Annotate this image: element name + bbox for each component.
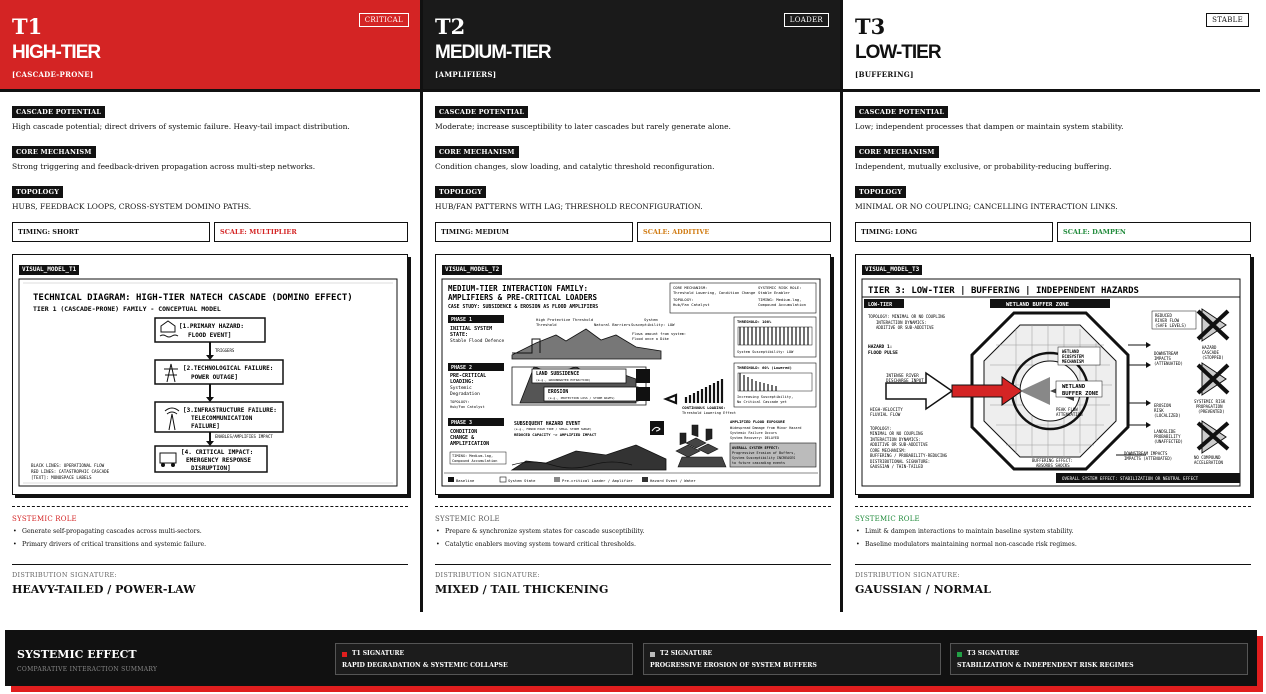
overall-effect: OVERALL SYSTEM EFFECT: STABILIZATION OR NEUTRAL EFFECT: [1062, 476, 1199, 481]
label-topo: TOPOLOGY:: [450, 400, 470, 404]
phase-2-l2: LOADING:: [450, 379, 475, 385]
step-4-line2: EMERGENCY RESPONSE: [186, 457, 252, 464]
tier-column-t1: [0, 0, 420, 612]
diagram-subtitle: TIER 1 (CASCADE-PRONE) FAMILY - CONCEPTUAL MODEL: [33, 305, 221, 313]
step-3-line2: TELECOMMUNICATION: [191, 415, 253, 422]
label-inc: Increasing Susceptibility,: [737, 395, 794, 399]
legend-hazard: Hazard Event / Water: [650, 478, 696, 483]
c-absorb: ABSORBS SHOCKS: [1036, 463, 1070, 468]
case-study: CASE STUDY: SUBSIDENCE & EROSION AS FLOOD AMPLIFIERS: [448, 305, 599, 310]
topology-label: TOPOLOGY: [435, 186, 486, 198]
mechanism-text: Strong triggering and feedback-driven propagation across multi-step networks.: [12, 162, 316, 171]
low-tier-tag: LOW-TIER: [868, 302, 893, 308]
signature-label: T3 SIGNATURE: [967, 650, 1020, 657]
phase-3-tag: PHASE 3: [451, 420, 473, 426]
t2-amplifier-diagram: [436, 255, 829, 493]
divider: [435, 506, 831, 507]
phase-2-l1: PRE-CRITICAL: [450, 373, 487, 379]
status-badge: LOADER: [784, 13, 829, 27]
label-ose2: Progressive Erosion of Buffers,: [732, 451, 796, 455]
cascade-text: Low; independent processes that dampen or maintain system stability.: [855, 122, 1124, 131]
divider: [12, 506, 408, 507]
label-thr: Threshold: [536, 322, 557, 327]
visual-model-tag: VISUAL_MODEL_T3: [862, 265, 922, 275]
role-item: • Primary drivers of critical transitions and systemic failure.: [12, 541, 407, 549]
step-2-line1: [2.TECHNOLOGICAL FAILURE:: [183, 365, 274, 372]
arrow-label-3: ENABLES/AMPLIFIES IMPACT: [215, 434, 273, 439]
divider: [435, 564, 831, 565]
t3-buffer-diagram: [856, 255, 1249, 493]
signature-marker: [342, 652, 347, 657]
l-velocity2: FLUVIAL FLOW: [870, 412, 901, 417]
legend-baseline: Baseline: [456, 478, 475, 483]
label-rc: REDUCED CAPACITY -> AMPLIFIED IMPACT: [514, 432, 597, 437]
l-dyn-b2: ADDITIVE OR SUB-ADDITIVE: [870, 442, 928, 447]
footer-title: SYSTEMIC EFFECT: [17, 648, 137, 661]
wave-icon: [650, 421, 664, 435]
label-hpt: High Protective Threshold: [536, 317, 594, 322]
tier-subtitle: [BUFFERING]: [855, 70, 914, 79]
status-badge: STABLE: [1206, 13, 1249, 27]
role-item: • Prepare & synchronize system states for cascade susceptibility.: [435, 528, 830, 536]
mechanism-label: CORE MECHANISM: [435, 146, 519, 158]
r-erosion: EROSION: [1154, 403, 1171, 408]
phase-1-l2: STATE:: [450, 332, 469, 338]
tier-id: T1: [12, 14, 43, 39]
diagram-title-2: AMPLIFIERS & PRE-CRITICAL LOADERS: [448, 293, 598, 302]
cascade-text: Moderate; increase susceptibility to later cascades but rarely generate alone.: [435, 122, 731, 131]
metrics-row: [855, 222, 1251, 242]
info-topo: TOPOLOGY:: [673, 297, 694, 302]
phase-3-l3: AMPLIFICATION: [450, 441, 490, 447]
tier-name: HIGH-TIER: [12, 42, 101, 63]
r-local: (LOCALIZED): [1154, 413, 1181, 418]
t1-cascade-diagram: [13, 255, 406, 493]
l-core: CORE MECHANISM:: [870, 448, 907, 453]
systemic-effect-footer: [5, 630, 1257, 686]
label-afe2: Widespread Damage from Minor Hazard: [730, 426, 802, 430]
l-intense: INTENSE RIVER: [886, 373, 919, 378]
role-item: • Baseline modulators maintaining normal non-cascade risk regimes.: [855, 541, 1250, 549]
tier-subtitle: [CASCADE-PRONE]: [12, 70, 94, 79]
signature-value: PROGRESSIVE EROSION OF SYSTEM BUFFERS: [650, 662, 817, 669]
l-hazard2: FLOOD PULSE: [868, 351, 898, 356]
c-zone: BUFFER ZONE: [1062, 391, 1099, 397]
info-timing: TIMING: Medium-lag,: [758, 297, 802, 302]
r-down2: DOWNSTREAM IMPACTS: [1124, 451, 1168, 456]
diagram-title-1: MEDIUM-TIER INTERACTION FAMILY:: [448, 284, 588, 293]
c-wetland: WETLAND: [1062, 349, 1079, 354]
l-topo-b2: MINIMAL OR NO COUPLING: [870, 431, 923, 436]
r-river: RIVER FLOW: [1155, 318, 1180, 323]
cascade-label: CASCADE POTENTIAL: [12, 106, 105, 118]
label-cl: CONTINUOUS LOADING:: [682, 405, 726, 410]
topology-text: HUBS, FEEDBACK LOOPS, CROSS-SYSTEM DOMINO PATHS.: [12, 202, 252, 211]
label-ose3: System Susceptibility INCREASES: [732, 456, 796, 460]
scale-metric: SCALE: MULTIPLIER: [214, 222, 408, 242]
legend-black: BLACK LINES: OPERATIONAL FLOW: [31, 463, 105, 468]
tier-subtitle: [AMPLIFIERS]: [435, 70, 497, 79]
topology-text: HUB/FAN PATTERNS WITH LAG; THRESHOLD RECONFIGURATION.: [435, 202, 703, 211]
l-dist2: GAUSSIAN / THIN-TAILED: [870, 464, 923, 469]
label-she2: (e.g., MINOR HIGH TIDE / SMALL STORM SURGE): [514, 427, 592, 431]
r-unaff: (UNAFFECTED): [1154, 439, 1183, 444]
threshold-bars-full: [738, 327, 812, 345]
info-cm-val: Threshold Lowering, Condition Change: [673, 290, 756, 295]
role-label: SYSTEMIC ROLE: [855, 515, 920, 523]
f-prop: PROPAGATION: [1196, 404, 1223, 409]
phase-2-l4: Degradation: [450, 392, 480, 397]
f-accel: ACCELERATION: [1194, 460, 1223, 465]
visual-model-tag: VISUAL_MODEL_T2: [442, 265, 502, 275]
mechanism-text: Condition changes, slow loading, and catalytic threshold reconfiguration.: [435, 162, 715, 171]
l-intense2: DISCHARGE INPUT: [886, 378, 924, 383]
distribution-value: MIXED / TAIL THICKENING: [435, 583, 609, 596]
tier-name: MEDIUM-TIER: [435, 42, 551, 63]
signature-label: T2 SIGNATURE: [660, 650, 713, 657]
label-sys: System: [644, 317, 658, 322]
mechanism-text: Independent, mutually exclusive, or probability-reducing buffering.: [855, 162, 1112, 171]
phase-1-l3: Stable Flood Defence: [450, 339, 505, 344]
phase-1-tag: PHASE 1: [451, 317, 473, 323]
l-dyn-b: INTERACTION DYNAMICS:: [870, 437, 921, 442]
loading-bars: [666, 379, 722, 403]
tier-column-t2: [420, 0, 840, 612]
role-item: • Generate self-propagating cascades across multi-sectors.: [12, 528, 407, 536]
f-sysrisk: SYSTEMIC RISK: [1194, 399, 1226, 404]
r-down: DOWNSTREAM: [1154, 351, 1179, 356]
tier-header-t2: [423, 0, 840, 92]
role-label: SYSTEMIC ROLE: [435, 515, 500, 523]
f-stopped: (STOPPED): [1202, 355, 1224, 360]
label-susc: Susceptibility: LOW: [631, 322, 675, 327]
tier-header-t3: [843, 0, 1260, 92]
topology-text: MINIMAL OR NO COUPLING; CANCELLING INTERACTION LINKS.: [855, 202, 1118, 211]
phase-2-tag: PHASE 2: [451, 365, 473, 371]
tier-id: T2: [435, 14, 466, 39]
role-item: • Limit & dampen interactions to maintain baseline system stability.: [855, 528, 1250, 536]
info-timing-val: Compound Accumulation: [758, 302, 807, 307]
phase-3-l2: CHANGE &: [450, 435, 475, 441]
diagram-title: TIER 3: LOW-TIER | BUFFERING | INDEPENDENT HAZARDS: [868, 286, 1139, 296]
scale-metric: SCALE: ADDITIVE: [637, 222, 831, 242]
divider: [855, 506, 1251, 507]
c-mech: MECHANISM: [1062, 359, 1084, 364]
visual-model-panel: [855, 254, 1251, 495]
step-3-line3: FAILURE]: [191, 423, 220, 430]
label-afe4: System Recovery: DELAYED: [730, 436, 779, 440]
label-thr60: THRESHOLD: 60% (Lowered): [737, 365, 792, 370]
tier-id: T3: [855, 14, 886, 39]
label-flow2: Flood once a Dike: [632, 337, 669, 341]
r-impacts: IMPACTS: [1154, 356, 1171, 361]
distribution-value: HEAVY-TAILED / POWER-LAW: [12, 583, 196, 596]
label-timing2: Compound Accumulation: [452, 459, 498, 463]
signature-box-t3: [950, 643, 1248, 675]
legend-state: System State: [508, 478, 536, 483]
phase-3-l1: CONDITION: [450, 429, 478, 435]
l-dist: DISTRIBUTIONAL SIGNATURE:: [870, 459, 931, 464]
divider: [12, 564, 408, 565]
label-er: EROSION: [548, 390, 569, 395]
c-peak: PEAK FLOW: [1056, 407, 1078, 412]
l-hazard: HAZARD 1:: [868, 345, 893, 350]
r-landslide: LANDSLIDE: [1154, 429, 1176, 434]
legend-red: RED LINES: CATASTROPHIC CASCADE: [31, 469, 110, 474]
signature-value: STABILIZATION & INDEPENDENT RISK REGIMES: [957, 662, 1134, 669]
f-hazard: HAZARD: [1202, 345, 1217, 350]
signature-box-t1: [335, 643, 633, 675]
step-2-line2: POWER OUTAGE]: [191, 374, 238, 381]
label-topo2: Hub/Fan Catalyst: [450, 405, 485, 409]
r-safe: (SAFE LEVELS): [1155, 323, 1187, 328]
metrics-row: [12, 222, 408, 242]
legend-loader: Pre-critical Loader / Amplifier: [562, 478, 633, 483]
topology-label: TOPOLOGY: [855, 186, 906, 198]
diagram-title: TECHNICAL DIAGRAM: HIGH-TIER NATECH CASCADE (DOMINO EFFECT): [33, 293, 353, 303]
distribution-label: DISTRIBUTION SIGNATURE:: [855, 571, 961, 579]
r-impacts2: IMPACTS (ATTENUATED): [1124, 456, 1173, 461]
label-ssl: System Susceptibility: LOW: [737, 350, 794, 354]
l-dyn2: ADDITIVE OR SUB-ADDITIVE: [876, 325, 934, 330]
role-label: SYSTEMIC ROLE: [12, 515, 77, 523]
visual-model-panel: [12, 254, 408, 495]
c-eco: ECOSYSTEM: [1062, 354, 1084, 359]
r-prob: PROBABILITY: [1154, 434, 1181, 439]
l-dyn: INTERACTION DYNAMICS:: [876, 320, 927, 325]
zone-tag: WETLAND BUFFER ZONE: [1006, 302, 1069, 308]
signature-marker: [957, 652, 962, 657]
threshold-bars-lowered: [738, 373, 812, 391]
metrics-row: [435, 222, 831, 242]
cascade-label: CASCADE POTENTIAL: [435, 106, 528, 118]
step-1-line2: FLOOD EVENT]: [188, 332, 232, 339]
label-ls2: (e.g., GROUNDWATER EXTRACTION): [536, 378, 591, 382]
phase-2-l3: Systemic: [450, 386, 472, 391]
signature-label: T1 SIGNATURE: [352, 650, 405, 657]
label-ls: LAND SUBSIDENCE: [536, 372, 580, 377]
label-nb: Natural Barriers: [594, 322, 631, 327]
c-wetland-b: WETLAND: [1062, 384, 1086, 390]
label-flow: Flows amount from system:: [632, 332, 687, 336]
label-er2: (e.g., PROTECTION LOSS / STORM WAVES): [548, 396, 615, 400]
f-nocomp: NO COMPOUND: [1194, 455, 1221, 460]
scale-metric: SCALE: DAMPEN: [1057, 222, 1251, 242]
visual-model-panel: [435, 254, 831, 495]
l-velocity: HIGH-VELOCITY: [870, 407, 903, 412]
step-3-line1: [3.INFRASTRUCTURE FAILURE:: [183, 407, 277, 414]
label-ose4: to future cascading events: [732, 461, 786, 465]
cascade-label: CASCADE POTENTIAL: [855, 106, 948, 118]
tier-column-t3: [840, 0, 1260, 612]
step-1-line1: [1.PRIMARY HAZARD:: [179, 323, 245, 330]
f-prev: (PREVENTED): [1198, 409, 1225, 414]
label-inc2: No Critical Cascade yet: [737, 400, 787, 404]
status-badge: CRITICAL: [359, 13, 409, 27]
distribution-label: DISTRIBUTION SIGNATURE:: [435, 571, 541, 579]
arrow-label-1: TRIGGERS: [215, 348, 235, 353]
signature-value: RAPID DEGRADATION & SYSTEMIC COLLAPSE: [342, 662, 508, 669]
phase-1-l1: INITIAL SYSTEM: [450, 326, 493, 332]
label-afe: AMPLIFIED FLOOD EXPOSURE: [730, 419, 785, 424]
cascade-text: High cascade potential; direct drivers of systemic failure. Heavy-tail impact distribution.: [12, 122, 350, 131]
label-ose: OVERALL SYSTEM EFFECT:: [732, 446, 780, 450]
info-topo-val: Hub/Fan Catalyst: [673, 302, 710, 307]
distribution-label: DISTRIBUTION SIGNATURE:: [12, 571, 118, 579]
c-atten: ATTENUATION: [1056, 412, 1083, 417]
info-cm: CORE MECHANISM:: [673, 285, 708, 290]
distribution-value: GAUSSIAN / NORMAL: [855, 583, 991, 596]
mechanism-label: CORE MECHANISM: [855, 146, 939, 158]
label-thr100: THRESHOLD: 100%: [737, 319, 772, 324]
r-reduced: REDUCED: [1155, 313, 1172, 318]
l-core2: BUFFERING / PROBABILITY-REDUCING: [870, 453, 948, 458]
f-cascade: CASCADE: [1202, 350, 1219, 355]
c-buffer: BUFFERING EFFECT:: [1032, 458, 1073, 463]
footer-subtitle: COMPARATIVE INTERACTION SUMMARY: [17, 666, 158, 673]
cross-icons: [1198, 309, 1228, 453]
mechanism-label: CORE MECHANISM: [12, 146, 96, 158]
role-item: • Catalytic enablers moving system toward critical thresholds.: [435, 541, 830, 549]
terrain-phase-3: [512, 445, 666, 470]
label-timing: TIMING: Medium-lag,: [452, 454, 494, 458]
step-4-line1: [4. CRITICAL IMPACT:: [181, 449, 254, 456]
topology-label: TOPOLOGY: [12, 186, 63, 198]
label-she: SUBSEQUENT HAZARD EVENT: [514, 422, 581, 427]
tier-header-t1: [0, 0, 420, 92]
timing-metric: TIMING: LONG: [855, 222, 1053, 242]
signature-marker: [650, 652, 655, 657]
r-atten: (ATTENUATED): [1154, 361, 1183, 366]
label-cl2: Threshold Lowering Effect: [682, 411, 737, 415]
l-topo: TOPOLOGY: MINIMAL OR NO COUPLING: [868, 314, 946, 319]
label-afe3: Systemic Failure Occurs: [730, 431, 777, 435]
divider: [855, 564, 1251, 565]
timing-metric: TIMING: MEDIUM: [435, 222, 633, 242]
tier-name: LOW-TIER: [855, 42, 941, 63]
legend-text: [TEXT]: MONOSPACE LABELS: [31, 475, 92, 480]
info-role: SYSTEMIC RISK ROLE:: [758, 285, 802, 290]
timing-metric: TIMING: SHORT: [12, 222, 210, 242]
step-4-line3: DISRUPTION]: [191, 465, 231, 472]
r-risk: RISK: [1154, 408, 1164, 413]
flooded-city: [676, 425, 726, 467]
info-role-val: Stable Enabler: [758, 290, 791, 295]
l-topo-b: TOPOLOGY:: [870, 426, 892, 431]
visual-model-tag: VISUAL_MODEL_T1: [19, 265, 79, 275]
signature-box-t2: [643, 643, 941, 675]
